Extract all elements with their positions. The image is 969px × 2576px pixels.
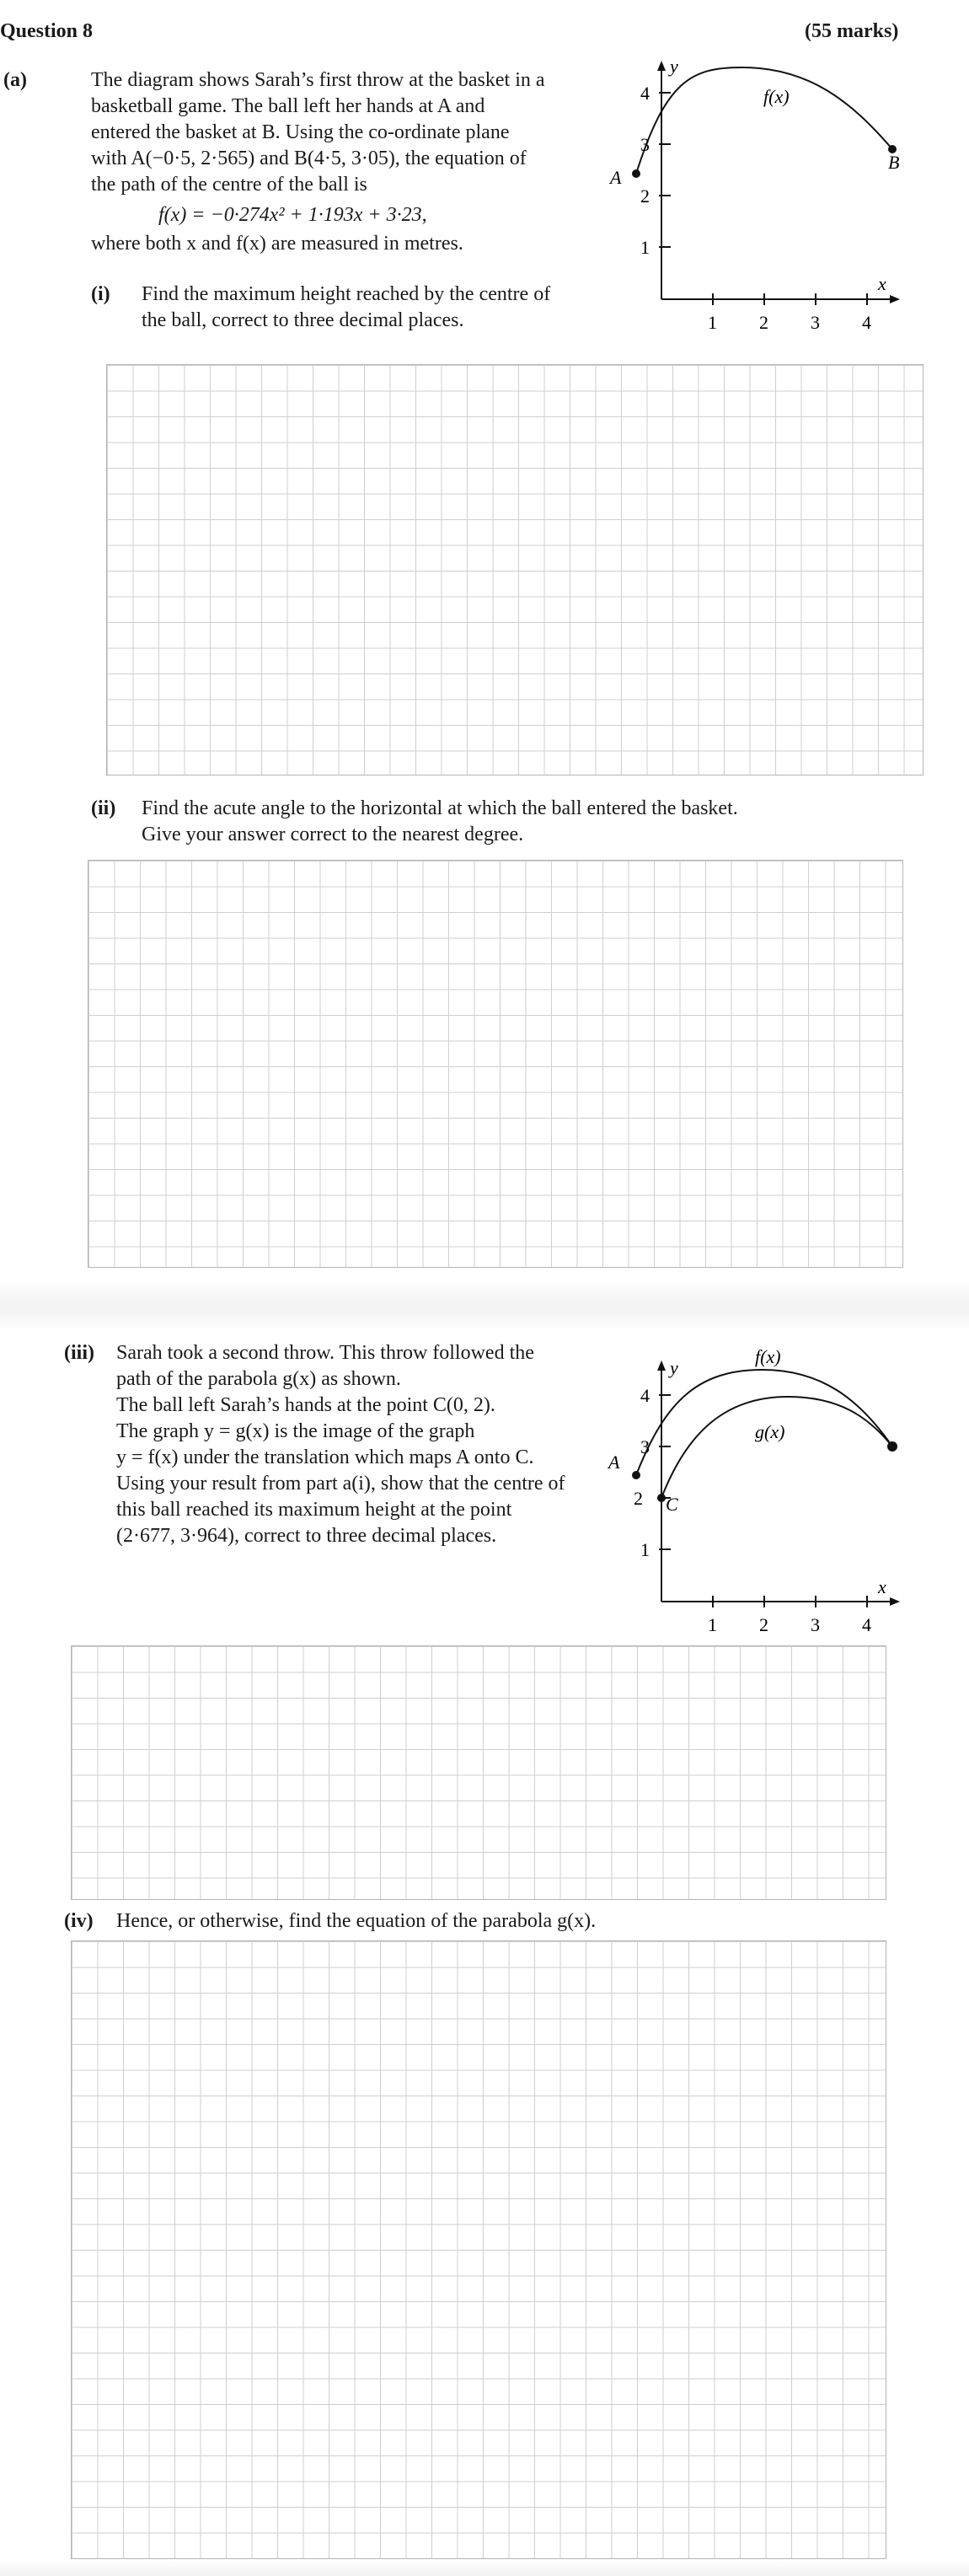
answer-grid-i[interactable] bbox=[106, 364, 923, 775]
graph-f-diagram bbox=[590, 51, 927, 346]
part-iii-line-7: this ball reached its maximum height at the point bbox=[116, 1499, 512, 1521]
part-iii-line-2: path of the parabola g(x) as shown. bbox=[116, 1368, 401, 1390]
part-a-line-2: basketball game. The ball left her hands at A and bbox=[91, 95, 485, 117]
part-a-line-4: with A(−0·5, 2·565) and B(4·5, 3·05), the equation of bbox=[91, 148, 527, 169]
curve-f bbox=[636, 67, 892, 174]
x2-tick-3: 3 bbox=[811, 1614, 820, 1635]
point-b-label: B bbox=[888, 152, 900, 173]
point-a-label: A bbox=[610, 167, 622, 188]
x-tick-2: 2 bbox=[759, 312, 768, 333]
curve-g bbox=[661, 1397, 892, 1498]
point-c-label: C bbox=[666, 1494, 678, 1515]
y2-tick-4: 4 bbox=[640, 1385, 650, 1406]
part-a-label: (a) bbox=[3, 69, 27, 91]
part-iii-line-5: y = f(x) under the translation which maps A onto C. bbox=[116, 1446, 534, 1468]
marks-label: (55 marks) bbox=[805, 20, 899, 42]
point-a-label-2: A bbox=[608, 1452, 620, 1473]
part-ii-line-1: Find the acute angle to the horizontal at which the ball entered the basket. bbox=[142, 797, 738, 819]
y2-tick-3: 3 bbox=[640, 1436, 650, 1457]
part-a-line-5: the path of the centre of the ball is bbox=[91, 174, 367, 196]
x2-tick-2: 2 bbox=[759, 1614, 768, 1635]
x-tick-4: 4 bbox=[862, 312, 871, 333]
part-iii-line-6: Using your result from part a(i), show that the centre of bbox=[116, 1473, 565, 1495]
x-axis-label: x bbox=[878, 273, 886, 294]
x2-tick-4: 4 bbox=[862, 1614, 871, 1635]
part-i-line-1: Find the maximum height reached by the centre of bbox=[142, 283, 551, 305]
part-iii-label: (iii) bbox=[64, 1342, 94, 1364]
answer-grid-iv[interactable] bbox=[71, 1940, 886, 2559]
y-axis-label: y bbox=[670, 56, 678, 77]
point-a-marker bbox=[632, 169, 640, 178]
x2-tick-1: 1 bbox=[708, 1614, 717, 1635]
curve-f-label: f(x) bbox=[763, 86, 790, 107]
page-footer-shade bbox=[0, 2559, 969, 2576]
part-iv-text: Hence, or otherwise, find the equation of the parabola g(x). bbox=[116, 1910, 597, 1932]
part-a-line-3: entered the basket at B. Using the co-ordinate plane bbox=[91, 121, 510, 143]
x-axis-label-2: x bbox=[878, 1576, 886, 1597]
y-tick-3: 3 bbox=[640, 134, 650, 155]
y2-tick-1: 1 bbox=[640, 1539, 650, 1560]
answer-grid-ii[interactable] bbox=[88, 860, 903, 1268]
part-iii-line-3: The ball left Sarah’s hands at the point C(0, 2). bbox=[116, 1394, 495, 1416]
y2-tick-2: 2 bbox=[634, 1488, 643, 1509]
x-tick-1: 1 bbox=[708, 312, 717, 333]
graph-fg-diagram bbox=[590, 1340, 927, 1644]
part-a-line-1: The diagram shows Sarah’s first throw at the basket in a bbox=[91, 69, 545, 91]
part-iii-line-4: The graph y = g(x) is the image of the graph bbox=[116, 1420, 475, 1442]
point-a2-marker bbox=[632, 1471, 640, 1479]
page-break bbox=[0, 1281, 969, 1332]
question-title: Question 8 bbox=[0, 20, 94, 42]
part-i-line-2: the ball, correct to three decimal places. bbox=[142, 309, 464, 331]
point-b2-marker bbox=[887, 1441, 897, 1452]
part-ii-line-2: Give your answer correct to the nearest degree. bbox=[142, 824, 524, 845]
part-ii-label: (ii) bbox=[91, 797, 116, 819]
x-tick-3: 3 bbox=[811, 312, 820, 333]
part-iv-label: (iv) bbox=[64, 1910, 94, 1932]
curve-g-label: g(x) bbox=[755, 1421, 785, 1442]
part-iii-line-1: Sarah took a second throw. This throw followed the bbox=[116, 1342, 534, 1364]
equation-f: f(x) = −0·274x² + 1·193x + 3·23, bbox=[158, 204, 427, 226]
answer-grid-iii[interactable] bbox=[71, 1645, 886, 1900]
part-iii-line-8: (2·677, 3·964), correct to three decimal places. bbox=[116, 1525, 497, 1547]
y-tick-1: 1 bbox=[640, 237, 650, 258]
y-tick-4: 4 bbox=[640, 83, 650, 104]
y-axis-label-2: y bbox=[670, 1357, 678, 1378]
curve-f-label-2: f(x) bbox=[755, 1346, 781, 1367]
part-i-label: (i) bbox=[91, 283, 110, 305]
point-c-marker bbox=[657, 1494, 666, 1502]
part-a-after: where both x and f(x) are measured in metres. bbox=[91, 233, 463, 255]
y-tick-2: 2 bbox=[640, 185, 650, 207]
